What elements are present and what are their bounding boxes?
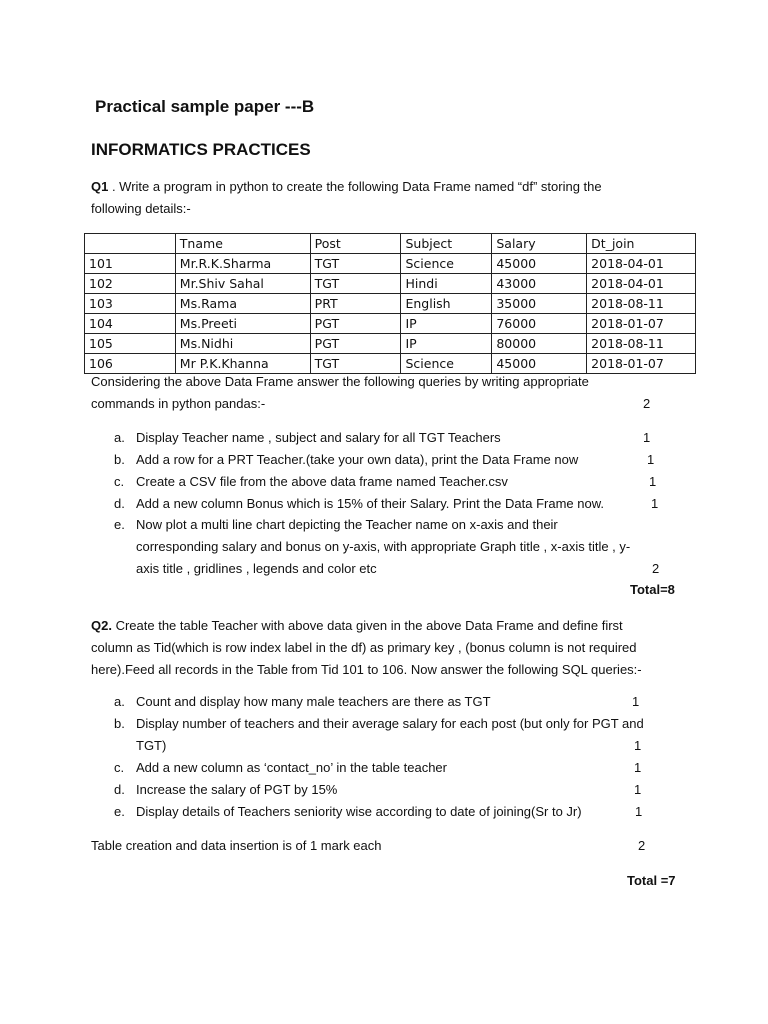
q2-prompt-line3: here).Feed all records in the Table from Tid 101 to 106. Now answer the following SQL queries:- [91,662,642,677]
table-cell: TGT [310,354,401,374]
list-item-text: Increase the salary of PGT by 15% [136,782,338,797]
table-cell: 104 [85,314,176,334]
q2-item-a [114,691,491,713]
table-header-row [85,234,696,254]
table-cell: 2018-01-07 [587,354,696,374]
q2-item-d-mark: 1 [634,782,642,797]
q2-footer-mark: 2 [638,838,646,853]
table-cell: 45000 [492,254,587,274]
q1-item-e-mark: 2 [652,561,660,576]
table-cell: Mr.Shiv Sahal [175,274,310,294]
table-cell: 2018-04-01 [587,254,696,274]
table-cell: 105 [85,334,176,354]
table-row [85,294,696,314]
q1-prompt-line2: following details:- [91,201,191,216]
q2-item-c-mark: 1 [634,760,642,775]
table-header-cell: Dt_join [587,234,696,254]
q2-item-e [114,801,582,823]
table-header-cell [85,234,176,254]
q1-item-c [114,471,508,493]
table-cell: PRT [310,294,401,314]
table-cell: English [401,294,492,314]
list-marker: b. [114,452,125,467]
q2-item-e-mark: 1 [635,804,643,819]
table-cell: 2018-01-07 [587,314,696,334]
table-cell: Hindi [401,274,492,294]
list-item-text: Now plot a multi line chart depicting the Teacher name on x-axis and their [136,517,558,532]
q1-item-e-line2: corresponding salary and bonus on y-axis, with appropriate Graph title , x-axis title , y- [136,539,631,554]
list-marker: c. [114,474,125,489]
q1-prompt-line1 [91,176,602,198]
q2-item-c [114,757,447,779]
paper-title: Practical sample paper ---B [95,97,315,116]
q1-item-e [114,514,558,536]
list-marker: a. [114,694,125,709]
q2-total: Total =7 [627,873,676,888]
list-marker: d. [114,496,125,511]
list-item-text: Create a CSV file from the above data frame named Teacher.csv [136,474,508,489]
subject-heading: INFORMATICS PRACTICES [91,140,311,159]
table-cell: 106 [85,354,176,374]
dataframe-table [84,233,696,374]
q2-item-b-line2: TGT) [136,738,167,753]
table-header-cell: Salary [492,234,587,254]
list-item-text: Add a row for a PRT Teacher.(take your own data), print the Data Frame now [136,452,579,467]
q1-intro-line2: commands in python pandas:- [91,396,266,411]
table-cell: 2018-08-11 [587,294,696,314]
list-item-text: Add a new column as ‘contact_no’ in the table teacher [136,760,447,775]
list-marker: c. [114,760,125,775]
table-cell: 43000 [492,274,587,294]
q2-item-b-mark: 1 [634,738,642,753]
q2-item-b [114,713,644,735]
table-cell: 101 [85,254,176,274]
list-item-text: Display number of teachers and their average salary for each post (but only for PGT and [136,716,644,731]
table-cell: PGT [310,334,401,354]
table-header-cell: Post [310,234,401,254]
list-item-text: Display details of Teachers seniority wise according to date of joining(Sr to Jr) [136,804,582,819]
table-cell: Science [401,354,492,374]
list-item-text: Add a new column Bonus which is 15% of their Salary. Print the Data Frame now. [136,496,604,511]
q1-label: Q1 [91,179,109,194]
q1-item-b [114,449,578,471]
q2-prompt-line1 [91,615,623,637]
table-row [85,254,696,274]
table-cell: 35000 [492,294,587,314]
q1-item-c-mark: 1 [649,474,657,489]
list-marker: b. [114,716,125,731]
table-header-cell: Tname [175,234,310,254]
table-cell: 76000 [492,314,587,334]
list-marker: e. [114,804,125,819]
q2-label: Q2. [91,618,112,633]
q1-item-e-line3: axis title , gridlines , legends and color etc [136,561,377,576]
q1-item-d-mark: 1 [651,496,659,511]
table-cell: Mr.R.K.Sharma [175,254,310,274]
q2-item-d [114,779,337,801]
list-marker: a. [114,430,125,445]
table-cell: IP [401,314,492,334]
q2-prompt-line2: column as Tid(which is row index label in the df) as primary key , (bonus column is not required [91,640,637,655]
table-cell: Ms.Preeti [175,314,310,334]
list-item-text: Display Teacher name , subject and salary for all TGT Teachers [136,430,501,445]
table-cell: IP [401,334,492,354]
table-cell: TGT [310,254,401,274]
q1-item-a-mark: 1 [643,430,651,445]
q1-total: Total=8 [630,582,675,597]
table-cell: 45000 [492,354,587,374]
table-cell: 80000 [492,334,587,354]
list-marker: e. [114,517,125,532]
table-cell: Science [401,254,492,274]
q2-item-a-mark: 1 [632,694,640,709]
table-row [85,314,696,334]
table-row [85,334,696,354]
table-row [85,274,696,294]
table-cell: Mr P.K.Khanna [175,354,310,374]
table-cell: 2018-04-01 [587,274,696,294]
table-cell: 102 [85,274,176,294]
q1-item-a [114,427,501,449]
q1-intro-line1: Considering the above Data Frame answer the following queries by writing appropriate [91,374,589,389]
table-cell: 2018-08-11 [587,334,696,354]
table-cell: Ms.Rama [175,294,310,314]
q1-prompt-text: . Write a program in python to create the following Data Frame named “df” storing the [108,179,602,194]
table-cell: Ms.Nidhi [175,334,310,354]
q2-footer-line: Table creation and data insertion is of 1 mark each [91,838,382,853]
table-header-cell: Subject [401,234,492,254]
q1-item-d [114,493,604,515]
q1-item-b-mark: 1 [647,452,655,467]
table-cell: TGT [310,274,401,294]
list-item-text: Count and display how many male teachers are there as TGT [136,694,491,709]
q1-intro-mark: 2 [643,396,651,411]
table-cell: PGT [310,314,401,334]
table-cell: 103 [85,294,176,314]
list-marker: d. [114,782,125,797]
q2-prompt-text: Create the table Teacher with above data given in the above Data Frame and define first [111,618,623,633]
